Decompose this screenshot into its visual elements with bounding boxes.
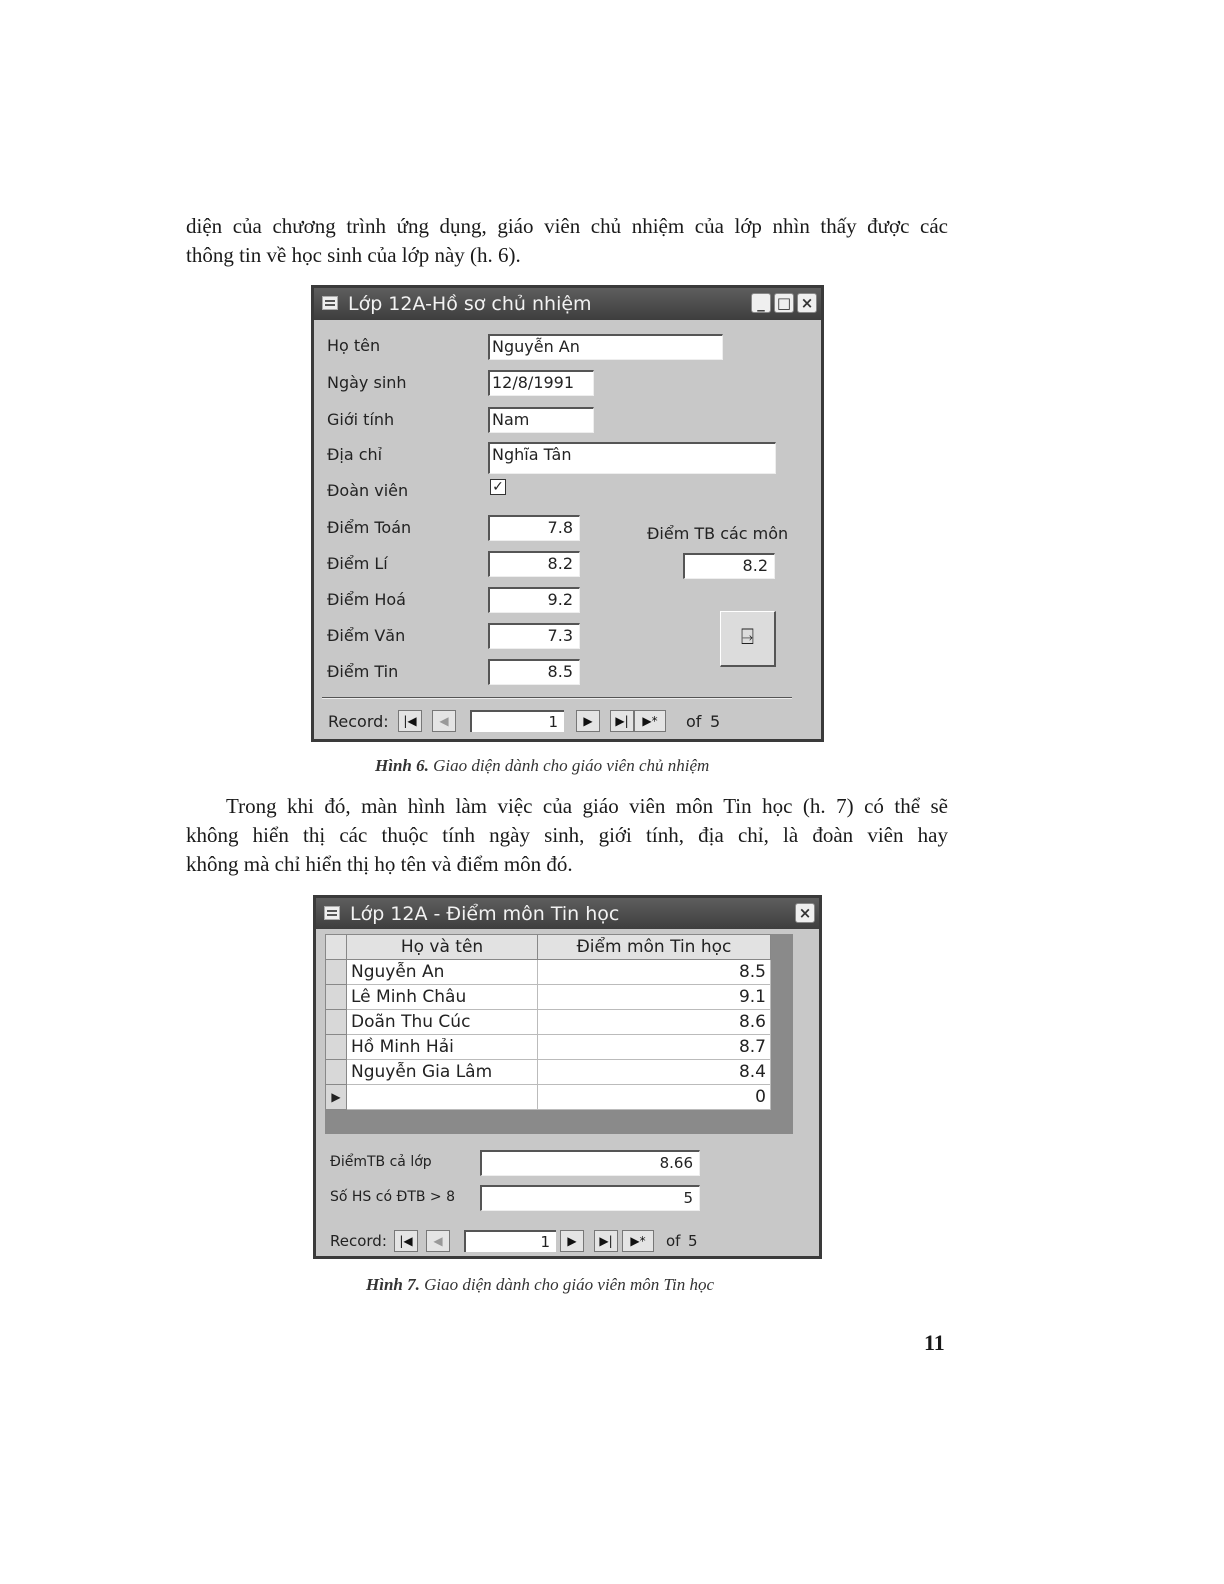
- form-ho-so-chu-nhiem: [311, 285, 824, 742]
- field-diem-tb[interactable]: 8.2: [683, 553, 775, 579]
- prev-record-icon[interactable]: ◀: [426, 1230, 450, 1252]
- caption1-label: Hình 6.: [375, 756, 429, 775]
- record-label: Record:: [328, 712, 389, 731]
- cell-score[interactable]: 8.4: [538, 1060, 771, 1085]
- form-icon: [322, 296, 338, 310]
- cell-name[interactable]: Nguyễn An: [347, 960, 538, 985]
- form1-title: Lớp 12A-Hồ sơ chủ nhiệm: [348, 293, 592, 315]
- record-of-label: of: [686, 712, 702, 731]
- label-diem-van: Điểm Văn: [327, 626, 406, 645]
- label-diem-tb: Điểm TB các môn: [647, 524, 789, 543]
- intro-paragraph: [186, 212, 948, 270]
- record-total: 5: [688, 1232, 698, 1250]
- first-record-icon[interactable]: |◀: [394, 1230, 418, 1252]
- cell-name[interactable]: Doãn Thu Cúc: [347, 1010, 538, 1035]
- caption2-text: Giao diện dành cho giáo viên môn Tin học: [424, 1275, 715, 1294]
- paragraph-2: [186, 792, 948, 879]
- field-diem-van[interactable]: 7.3: [488, 623, 580, 649]
- last-record-icon[interactable]: ▶|: [594, 1230, 618, 1252]
- label-gioi-tinh: Giới tính: [327, 410, 395, 429]
- para2-line-2: không hiển thị các thuộc tính ngày sinh, giới tính, địa chỉ, là đoàn viên hay: [186, 823, 948, 847]
- record-number-input[interactable]: 1: [470, 710, 564, 732]
- header-row: [326, 935, 771, 960]
- label-doan-vien: Đoàn viên: [327, 481, 409, 500]
- table-row[interactable]: [326, 1035, 771, 1060]
- label-diem-toan: Điểm Toán: [327, 518, 412, 537]
- column-ho-va-ten[interactable]: Họ và tên: [347, 935, 538, 960]
- new-record-icon[interactable]: ▶*: [634, 710, 666, 732]
- last-record-icon[interactable]: ▶|: [610, 710, 634, 732]
- record-label: Record:: [330, 1232, 387, 1250]
- caption-figure-6: [375, 756, 709, 776]
- score-table: [325, 934, 771, 1110]
- label-diem-li: Điểm Lí: [327, 554, 388, 573]
- label-diem-hoa: Điểm Hoá: [327, 590, 406, 609]
- column-diem-tin-hoc[interactable]: Điểm môn Tin học: [538, 935, 771, 960]
- form-diem-mon-tin-hoc: [313, 895, 822, 1259]
- first-record-icon[interactable]: |◀: [398, 710, 422, 732]
- next-record-icon[interactable]: ▶: [576, 710, 600, 732]
- cell-name[interactable]: Nguyễn Gia Lâm: [347, 1060, 538, 1085]
- label-ngay-sinh: Ngày sinh: [327, 373, 407, 392]
- record-total: 5: [710, 712, 721, 731]
- next-record-icon[interactable]: ▶: [560, 1230, 584, 1252]
- label-so-hs-dtb-tren-8: Số HS có ĐTB > 8: [330, 1189, 456, 1205]
- row-selector[interactable]: [326, 960, 347, 985]
- caption-figure-7: [366, 1275, 714, 1295]
- field-so-hs-dtb-tren-8[interactable]: 5: [480, 1185, 700, 1211]
- table-row[interactable]: [326, 1060, 771, 1085]
- caption1-text: Giao diện dành cho giáo viên chủ nhiệm: [433, 756, 710, 775]
- form2-titlebar: [316, 898, 819, 929]
- form1-record-navigator: [328, 710, 748, 734]
- intro-line-2: thông tin về học sinh của lớp này (h. 6).: [186, 243, 521, 267]
- prev-record-icon[interactable]: ◀: [432, 710, 456, 732]
- row-selector-header: [326, 935, 347, 960]
- field-ngay-sinh[interactable]: 12/8/1991: [488, 370, 594, 396]
- label-ho-ten: Họ tên: [327, 336, 381, 355]
- caption2-label: Hình 7.: [366, 1275, 420, 1294]
- row-selector[interactable]: [326, 1010, 347, 1035]
- field-ho-ten[interactable]: Nguyễn An: [488, 334, 723, 360]
- cell-score[interactable]: 8.5: [538, 960, 771, 985]
- label-diem-tin: Điểm Tin: [327, 662, 399, 681]
- current-row-pointer-icon[interactable]: ▶: [326, 1085, 347, 1110]
- table-row[interactable]: [326, 1010, 771, 1035]
- field-diem-toan[interactable]: 7.8: [488, 515, 580, 541]
- minimize-icon[interactable]: _: [751, 293, 771, 313]
- score-datasheet: [325, 934, 793, 1134]
- exit-button[interactable]: [720, 611, 776, 667]
- record-number-input[interactable]: 1: [464, 1230, 556, 1252]
- field-gioi-tinh[interactable]: Nam: [488, 407, 594, 433]
- table-row[interactable]: [326, 960, 771, 985]
- form-icon: [324, 906, 340, 920]
- close-icon[interactable]: ×: [795, 903, 815, 923]
- form1-titlebar: [314, 288, 821, 320]
- field-diem-tin[interactable]: 8.5: [488, 659, 580, 685]
- row-selector[interactable]: [326, 985, 347, 1010]
- cell-score[interactable]: 9.1: [538, 985, 771, 1010]
- record-of-label: of: [666, 1232, 681, 1250]
- cell-score[interactable]: 8.7: [538, 1035, 771, 1060]
- page-number: 11: [924, 1330, 945, 1355]
- cell-name[interactable]: Lê Minh Châu: [347, 985, 538, 1010]
- field-diem-tb-ca-lop[interactable]: 8.66: [480, 1150, 700, 1176]
- restore-icon[interactable]: □: [774, 293, 794, 313]
- checkbox-doan-vien[interactable]: ✓: [490, 479, 506, 495]
- field-dia-chi[interactable]: Nghĩa Tân: [488, 442, 776, 474]
- label-dia-chi: Địa chỉ: [327, 445, 383, 464]
- row-selector[interactable]: [326, 1035, 347, 1060]
- field-diem-li[interactable]: 8.2: [488, 551, 580, 577]
- para2-line-3: không mà chỉ hiển thị họ tên và điểm môn đó.: [186, 852, 573, 876]
- cell-name[interactable]: Hồ Minh Hải: [347, 1035, 538, 1060]
- form2-record-navigator: [330, 1230, 750, 1254]
- new-record-icon[interactable]: ▶*: [622, 1230, 654, 1252]
- cell-score[interactable]: 0: [538, 1085, 771, 1110]
- form2-title: Lớp 12A - Điểm môn Tin học: [350, 903, 620, 925]
- row-selector[interactable]: [326, 1060, 347, 1085]
- table-row[interactable]: [326, 985, 771, 1010]
- label-diem-tb-ca-lop: ĐiểmTB cả lớp: [330, 1154, 432, 1170]
- cell-score[interactable]: 8.6: [538, 1010, 771, 1035]
- field-diem-hoa[interactable]: 9.2: [488, 587, 580, 613]
- para2-line-1: Trong khi đó, màn hình làm việc của giáo viên môn Tin học (h. 7) có thể sẽ: [226, 794, 948, 818]
- new-table-row[interactable]: [326, 1085, 771, 1110]
- cell-name[interactable]: [347, 1085, 538, 1110]
- form1-separator: [322, 697, 792, 699]
- intro-line-1: diện của chương trình ứng dụng, giáo viên chủ nhiệm của lớp nhìn thấy được các: [186, 214, 948, 238]
- exit-door-icon: ⍈: [740, 625, 755, 650]
- close-icon[interactable]: ×: [797, 293, 817, 313]
